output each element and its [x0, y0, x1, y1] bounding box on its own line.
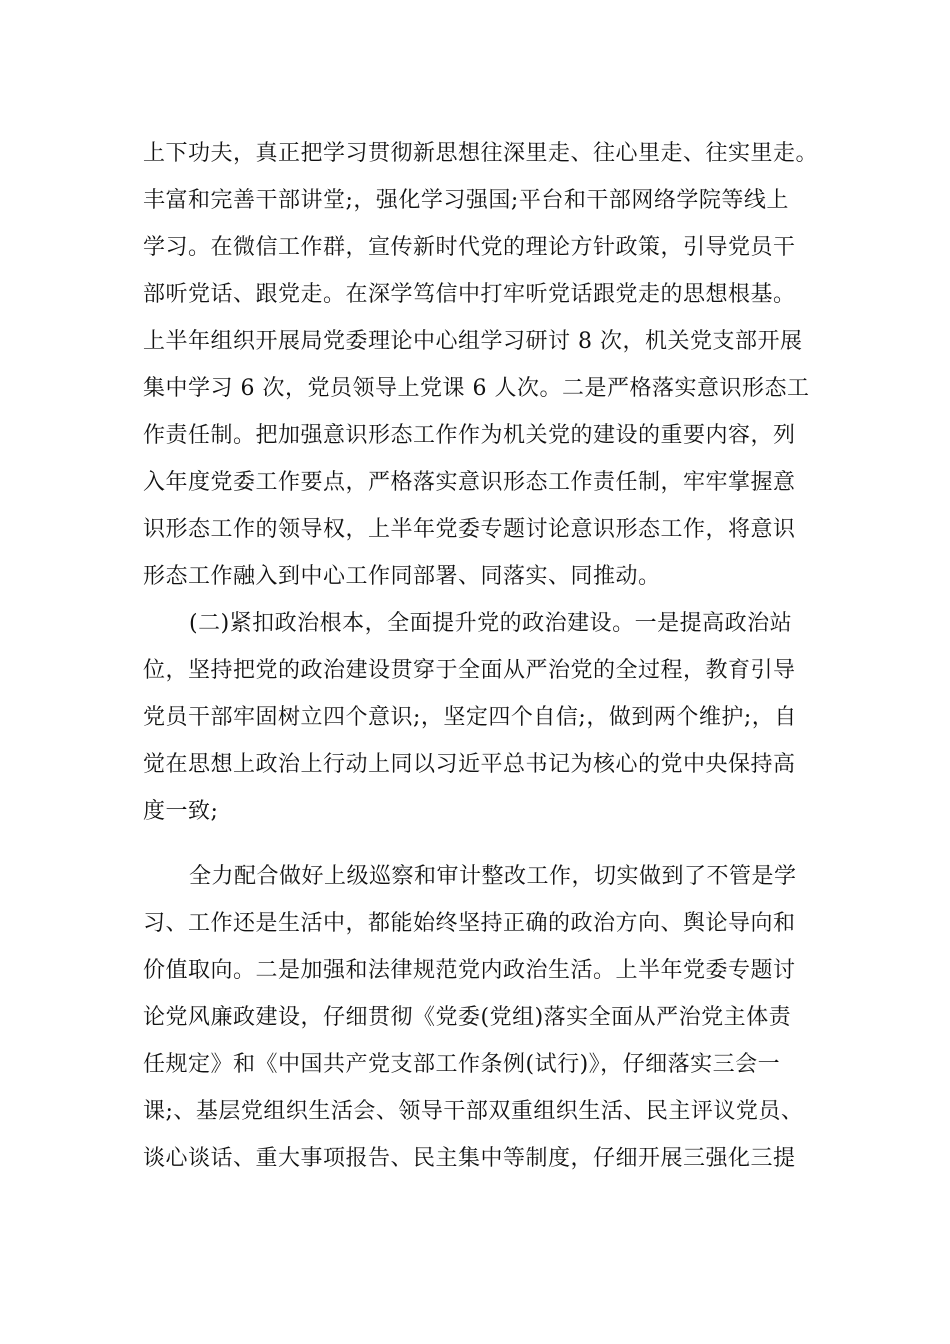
text-line: 识形态工作的领导权，上半年党委专题讨论意识形态工作，将意识: [143, 517, 796, 542]
text-line: 任规定》和《中国共产党支部工作条例(试行)》，仔细落实三会一: [143, 1052, 781, 1077]
text-line: 觉在思想上政治上行动上同以习近平总书记为核心的党中央保持高: [143, 752, 796, 777]
text-line: 党员干部牢固树立四个意识;，坚定四个自信;，做到两个维护;，自: [143, 705, 797, 730]
text-line: 位，坚持把党的政治建设贯穿于全面从严治党的全过程，教育引导: [143, 658, 796, 683]
text-line: 度一致;: [143, 799, 219, 824]
text-line: 上下功夫，真正把学习贯彻新思想往深里走、往心里走、往实里走。: [143, 141, 819, 166]
text-line: 上半年组织开展局党委理论中心组学习研讨 8 次，机关党支部开展: [143, 329, 803, 354]
text-line: 课;、基层党组织生活会、领导干部双重组织生活、民主评议党员、: [143, 1099, 804, 1124]
text-line: 形态工作融入到中心工作同部署、同落实、同推动。: [143, 564, 661, 589]
text-line: 集中学习 6 次，党员领导上党课 6 人次。二是严格落实意识形态工: [143, 376, 810, 401]
text-line: 丰富和完善干部讲堂;，强化学习强国;平台和干部网络学院等线上: [143, 188, 789, 213]
text-line: 作责任制。把加强意识形态工作作为机关党的建设的重要内容，列: [143, 423, 796, 448]
paragraph-start-line: 全力配合做好上级巡察和审计整改工作，切实做到了不管是学: [189, 864, 797, 889]
text-line: 习、工作还是生活中，都能始终坚持正确的政治方向、舆论导向和: [143, 911, 796, 936]
text-line: 谈心谈话、重大事项报告、民主集中等制度，仔细开展三强化三提: [143, 1146, 796, 1171]
text-line: 部听党话、跟党走。在深学笃信中打牢听党话跟党走的思想根基。: [143, 282, 796, 307]
text-line: 论党风廉政建设，仔细贯彻《党委(党组)落实全面从严治党主体责: [143, 1005, 792, 1030]
text-line: 学习。在微信工作群，宣传新时代党的理论方针政策，引导党员干: [143, 235, 796, 260]
text-line: 入年度党委工作要点，严格落实意识形态工作责任制，牢牢掌握意: [143, 470, 796, 495]
paragraph-start-line: (二)紧扣政治根本，全面提升党的政治建设。一是提高政治站: [189, 611, 793, 636]
text-line: 价值取向。二是加强和法律规范党内政治生活。上半年党委专题讨: [143, 958, 796, 983]
